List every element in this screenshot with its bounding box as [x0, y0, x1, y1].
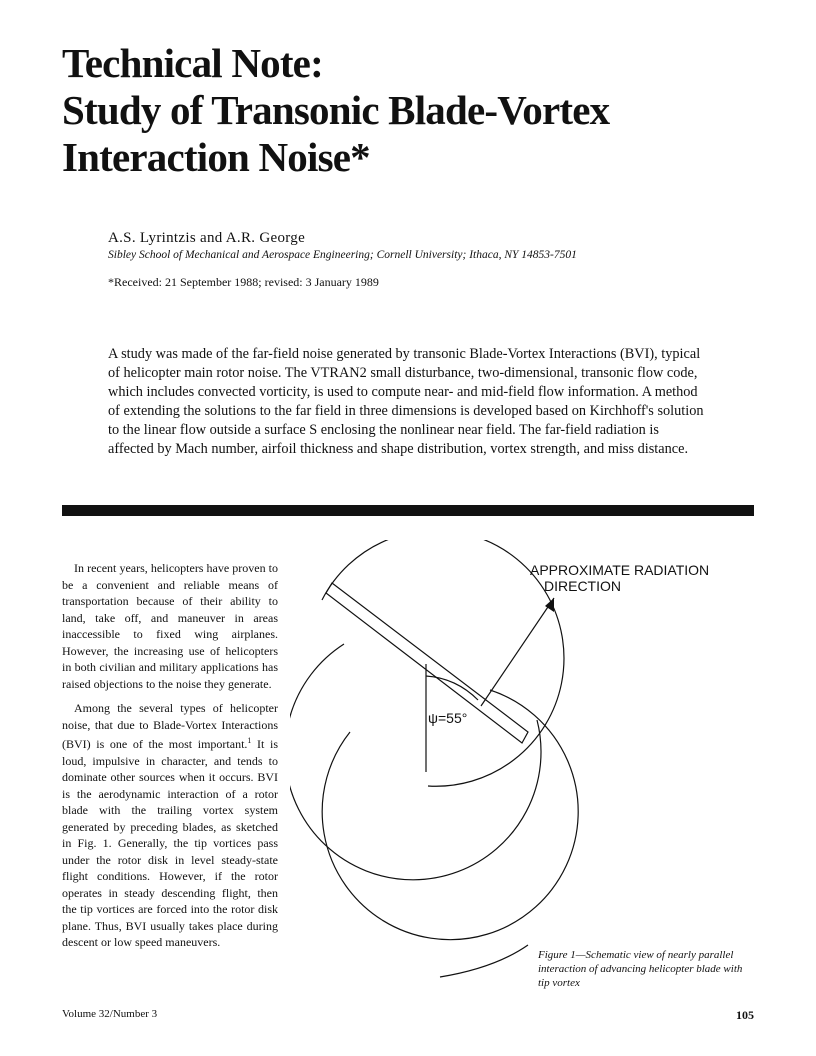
reference-marker: 1	[247, 736, 252, 745]
page-title	[62, 40, 762, 181]
body-paragraph-2	[62, 700, 278, 951]
figure-1-diagram	[290, 540, 760, 985]
tip-vortex-tail	[440, 945, 528, 977]
affiliation: Sibley School of Mechanical and Aerospace Engineering; Cornell University; Ithaca, NY 14853-7501	[108, 249, 577, 261]
helicopter-blade	[326, 583, 528, 743]
angle-label: ψ=55°	[428, 710, 468, 726]
rotor-circle-middle	[290, 644, 541, 880]
journal-volume: Volume 32/Number 3	[62, 1008, 158, 1020]
rotor-circle-bottom	[322, 690, 578, 940]
section-divider	[62, 505, 754, 516]
title-line-3: Interaction Noise*	[62, 134, 370, 180]
abstract: A study was made of the far-field noise generated by transonic Blade-Vortex Interactions (BVI), typical of helicopter main rotor noise. The VTRAN2 small disturbance, two-dimensional, transonic flow code, which includes convected vorticity, is used to compute near- and mid-field flow information. A method of extending the solutions to the far field in three dimensions is developed based on Kirchhoff's solution to the linear flow outside a surface S enclosing the nonlinear near field. The far-field radiation is affected by Mach number, airfoil thickness and shape distribution, vortex strength, and miss distance.	[108, 346, 704, 457]
figure-caption: Figure 1—Schematic view of nearly parallel interaction of advancing helicopter blade with tip vortex	[538, 949, 743, 989]
radiation-label-line-2: DIRECTION	[544, 578, 621, 594]
body-column	[62, 560, 278, 959]
authors: A.S. Lyrintzis and A.R. George	[108, 230, 306, 246]
page-number: 105	[736, 1008, 754, 1022]
radiation-label-line-1: APPROXIMATE RADIATION	[530, 562, 710, 578]
radiation-direction-arrow	[481, 598, 554, 706]
title-line-2: Study of Transonic Blade-Vortex	[62, 87, 610, 133]
received-dates: *Received: 21 September 1988; revised: 3 January 1989	[108, 275, 379, 289]
body-paragraph-1: In recent years, helicopters have proven to be a convenient and reliable means of transportation because of their ability to land, take off, and maneuver in areas inaccessible to fixed wing airplanes. However, the increasing use of helicopters in both civilian and military applications has raised objections to the noise they generate.	[62, 561, 278, 691]
rotor-circle-top	[322, 540, 564, 786]
body-paragraph-2-part-b: It is loud, impulsive in character, and tends to dominate other sources when it occurs. BVI is the aerodynamic interaction of a rotor blade with the trailing vortex system generated by preceding blades, as sketched in Fig. 1. Generally, the tip vortices pass under the rotor disk in level steady-state flight conditions. However, if the rotor operates in steady descending flight, then the tip vortices are forced into the rotor disk plane. Thus, BVI usually takes place during descent or low speed maneuvers.	[62, 737, 278, 949]
title-line-1: Technical Note:	[62, 40, 323, 86]
body-paragraph-2-part-a: Among the several types of helicopter noise, that due to Blade-Vortex Interactions (BVI) is one of the most important.	[62, 701, 278, 751]
